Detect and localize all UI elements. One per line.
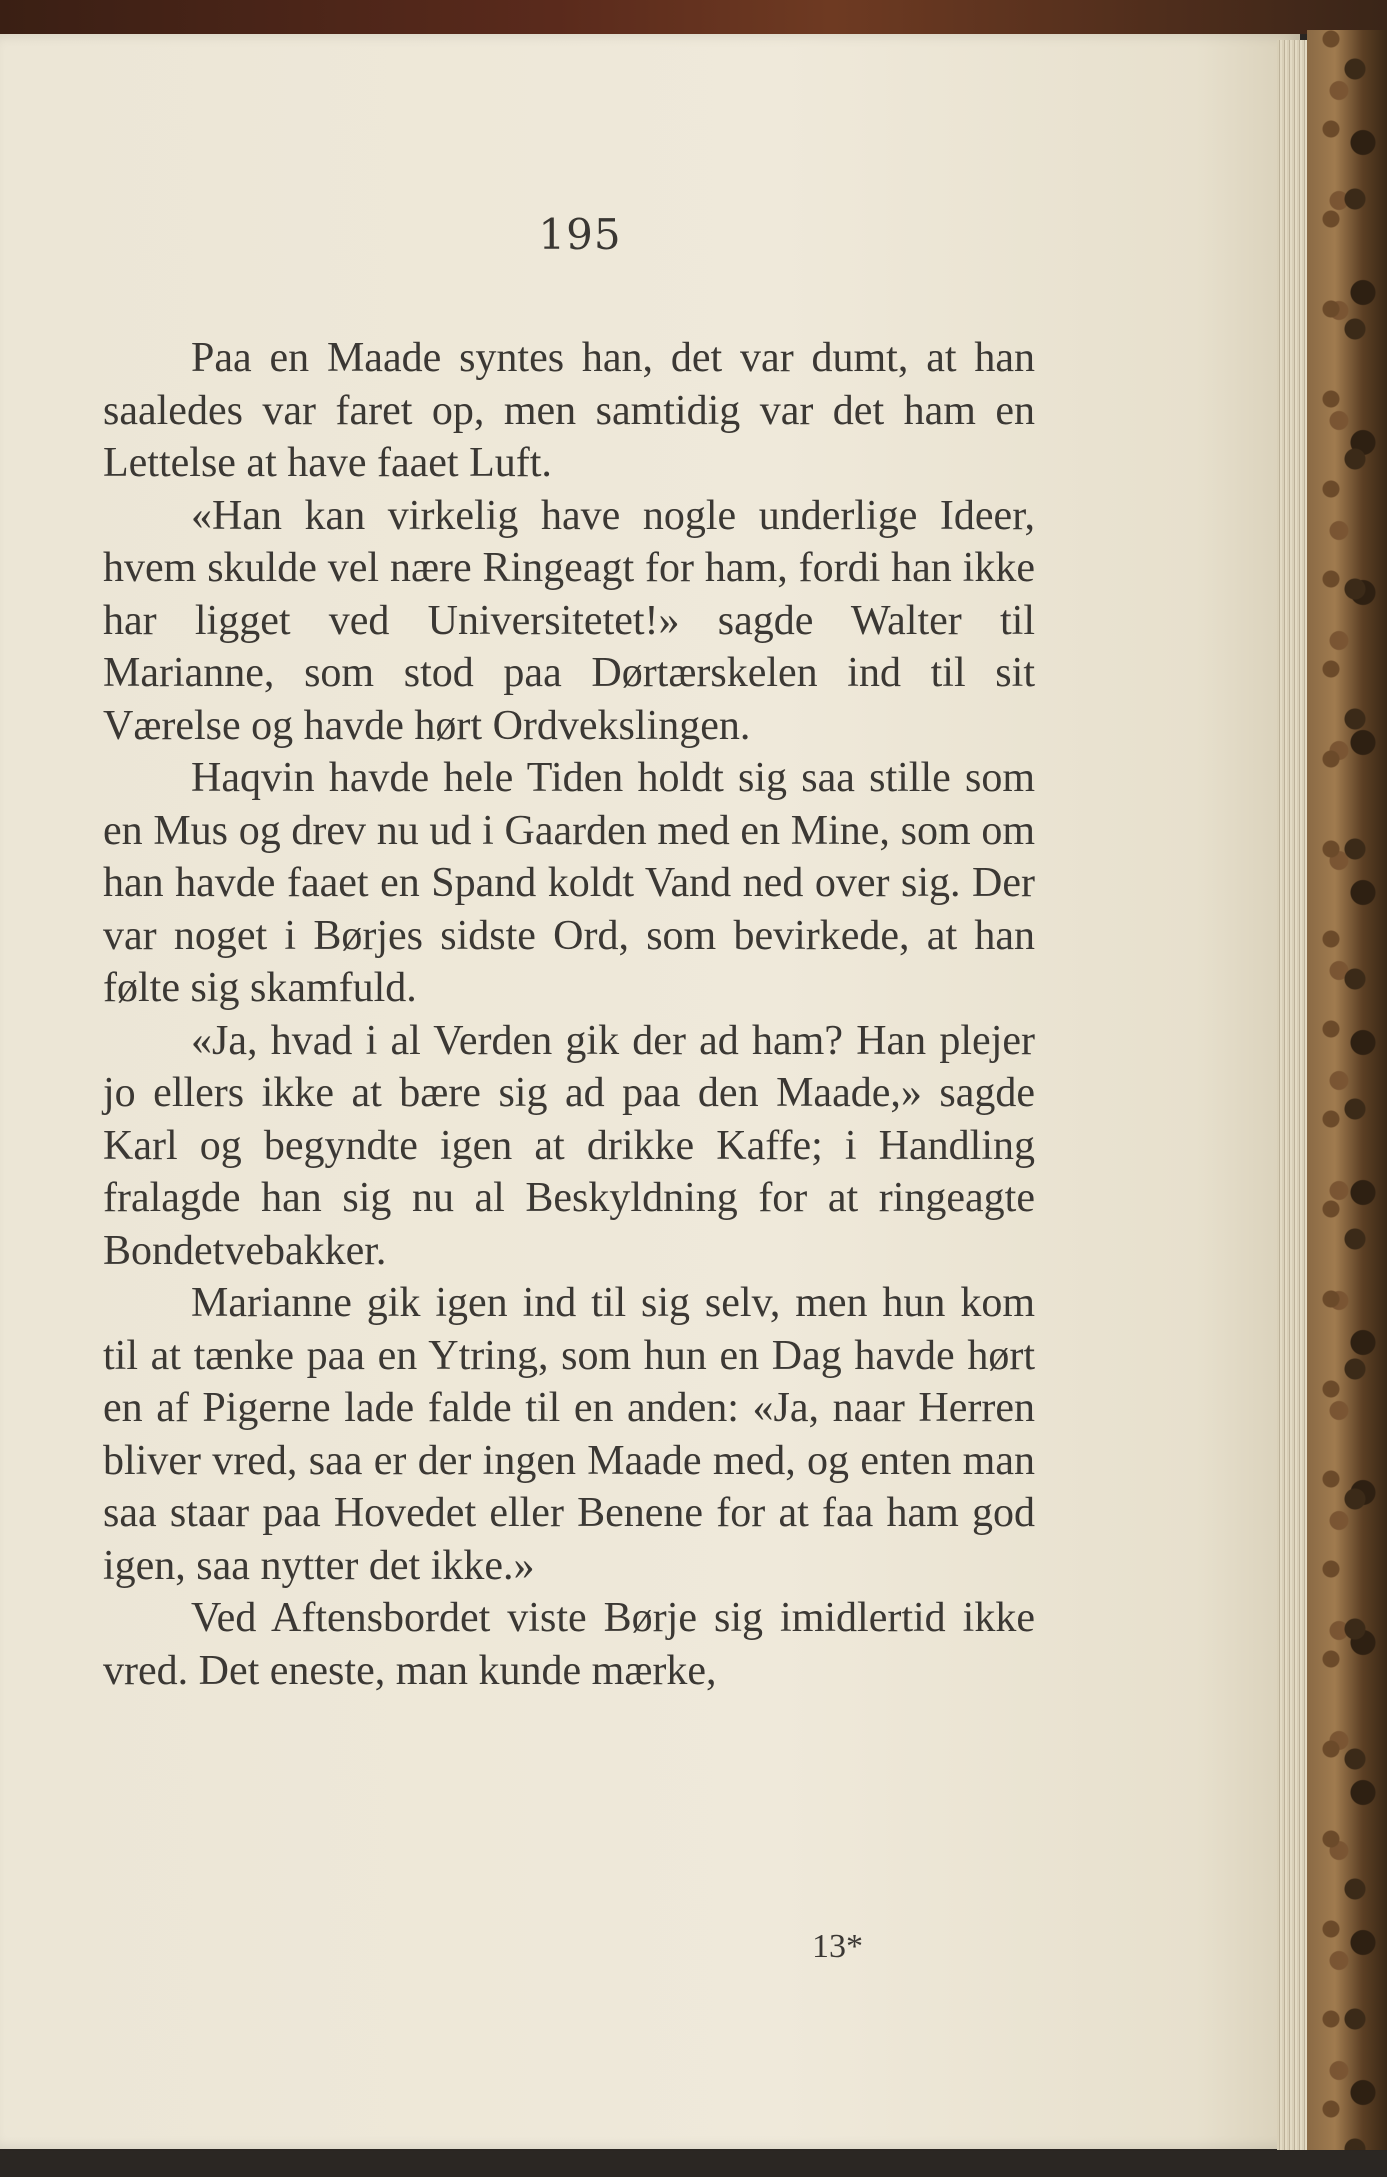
page-paper: [0, 34, 1300, 2149]
printer-signature: 13*: [812, 1928, 863, 1965]
body-text: [103, 332, 1035, 1697]
paragraph-3: Haqvin havde hele Tiden holdt sig saa stille som en Mus og drev nu ud i Gaarden med en Mine, som om han havde faaet en Spand koldt Vand ned over sig. Der var noget i Børjes sidste Ord, som bevirkede, at han følte sig skamfuld.: [103, 755, 1035, 1011]
paragraph-2: «Han kan virkelig have nogle underlige Ideer, hvem skulde vel nære Ringeagt for ham, fordi han ikke har ligget ved Universitetet!» sagde Walter til Marianne, som stod paa Dørtærskelen ind til sit Værelse og havde hørt Ordvekslingen.: [103, 492, 1035, 749]
paragraph-1: Paa en Maade syntes han, det var dumt, at han saaledes var faret op, men samtidig var det ham en Lettelse at have faaet Luft.: [103, 335, 1035, 486]
paragraph-4: «Ja, hvad i al Verden gik der ad ham? Han plejer jo ellers ikke at bære sig ad paa den Maade,» sagde Karl og begyndte igen at drikke Kaffe; i Handling fralagde han sig nu al Beskyldning for at ringeagte Bondetvebakker.: [103, 1017, 1035, 1274]
paragraph-5: Marianne gik igen ind til sig selv, men hun kom til at tænke paa en Ytring, som hun en Dag havde hørt en af Pigerne lade falde til en anden: «Ja, naar Herren bliver vred, saa er der ingen Maade med, og enten man saa staar paa Hovedet eller Benene for at faa ham god igen, saa nytter det ikke.»: [103, 1280, 1035, 1589]
page-number: 195: [538, 210, 622, 259]
paragraph-6: Ved Aftensbordet viste Børje sig imidlertid ikke vred. Det eneste, man kunde mærke,: [103, 1595, 1035, 1694]
top-edge: [0, 0, 1387, 34]
bottom-edge: [0, 2151, 1387, 2177]
marbled-cover-edge: [1307, 30, 1387, 2150]
